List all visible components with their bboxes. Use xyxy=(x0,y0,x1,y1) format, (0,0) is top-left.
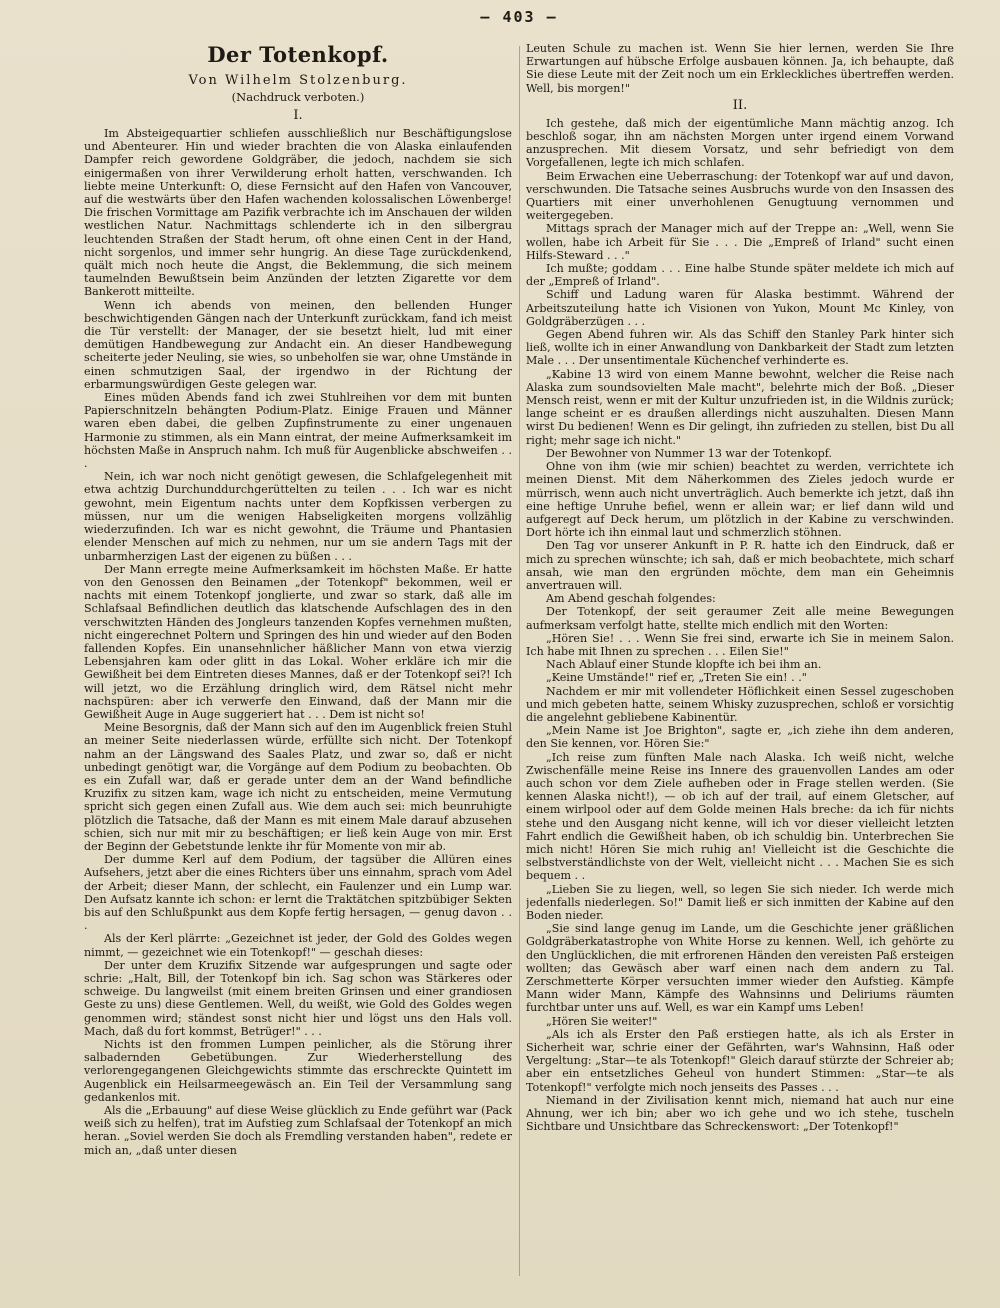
paragraph: „Keine Umstände!" rief er, „Treten Sie ein! . ." xyxy=(546,671,807,685)
left-column-text xyxy=(84,127,512,1157)
paragraph: Als der Kerl plärrte: „Gezeichnet ist jeder, der Gold des Goldes wegen nimmt, — gezeichnet wie ein Totenkopf!" — geschah dieses: xyxy=(84,932,512,959)
paragraph: „Hören Sie weiter!" xyxy=(546,1014,658,1028)
paragraph: „Ich reise zum fünften Male nach Alaska. Ich weiß nicht, welche Zwischenfälle meine Reise ins Innere des grauenvollen Landes am oder auch schon vor dem Ziele aufheben oder in Frage stellen werden. (Sie kennen Alaska nicht!), — ob ich auf der trail, auf einem Gletscher, auf einem wirlpool oder auf dem Golde meinen Hals breche: da ich für nichts stehe und den Ausgang nicht kenne, will ich vor dieser vielleicht letzten Fahrt endlich die Gewißheit haben, ob ich schuldig bin. Unterbrechen Sie mich nicht! Hören Sie mich ruhig an! Vielleicht ist die Geschichte die selbstverständlichste von der Welt, vielleicht nicht . . . Machen Sie es sich bequem . . xyxy=(526,750,954,883)
paragraph: Nein, ich war noch nicht genötigt gewesen, die Schlafgelegenheit mit etwa achtzig Durchunddurchgerüttelten zu teilen . . . Ich war es nicht gewohnt, mein Eigentum nachts unter dem Kopfkissen verbergen zu müssen, nur um die wenigen Habseligkeiten morgens vollzählig wiederzufinden. Ich war es nicht gewohnt, die Träume und Phantasien elender Menschen auf mich zu nehmen, nur um sie andern Tags mit der unbarmherzigen Last der eigenen zu büßen . . . xyxy=(84,470,512,563)
paragraph: Den Tag vor unserer Ankunft in P. R. hatte ich den Eindruck, daß er mich zu sprechen wünschte; ich sah, daß er mich beobachtete, mich scharf ansah, wie man den ergründen möchte, dem man ein Geheimnis anvertrauen will. xyxy=(526,539,954,592)
paragraph: Mittags sprach der Manager mich auf der Treppe an: „Well, wenn Sie wollen, habe ich Arbeit für Sie . . . Die „Empreß of Irland" sucht einen Hilfs-Steward . . ." xyxy=(526,222,954,262)
right-column-text xyxy=(526,117,954,1134)
paragraph: Der Mann erregte meine Aufmerksamkeit im höchsten Maße. Er hatte von den Genossen den Beinamen „der Totenkopf" bekommen, weil er nachts mit einem Totenkopf jonglierte, und zwar so stark, daß alle im Schlafsaal Befindlichen deutlich das klatschende Aufschlagen des in den verschwitzten Händen des Jongleurs tanzenden Kopfes vernehmen mußten, nicht eingerechnet Poltern und Springen des hin und wieder auf den Boden fallenden Kopfes. Ein unansehnlicher häßlicher Mann von etwa vierzig Lebensjahren kam oder glitt in das Lokal. Woher erkläre ich mir die Gewißheit bei dem Eintreten dieses Mannes, daß er der Totenkopf sei?! Ich will jetzt, wo die Erzählung dringlich wird, dem Rätsel nicht mehr nachspüren: aber ich verwerfe den Einwand, daß der Mann mir die Gewißheit Auge in Auge suggeriert hat . . . Dem ist nicht so! xyxy=(84,562,512,721)
paragraph: „Kabine 13 wird von einem Manne bewohnt, welcher die Reise nach Alaska zum soundsovielten Male macht", belehrte mich der Boß. „Dieser Mensch reist, wenn er mit der Kultur unzufrieden ist, in die Wildnis zurück; lange scheint er es draußen allerdings nicht auszuhalten. Diesen Mann wirst Du bedienen! Wenn es Dir gelingt, ihn zufrieden zu stellen, bist Du all right; mehr sage ich nicht." xyxy=(526,367,954,447)
paragraph: „Sie sind lange genug im Lande, um die Geschichte jener gräßlichen Goldgräberkatastrophe von White Horse zu kennen. Well, ich gehörte zu den Unglücklichen, die mit erfrorenen Händen den vereisten Paß ersteigen wollten; das Gewäsch aber warf einen nach dem andern zu Tal. Zerschmetterte Körper versuchten immer wieder den Aufstieg. Kämpfe Mann wider Mann, Kämpfe des Wahnsinns und Deliriums räumten furchtbar unter uns auf. Well, es war ein Kampf ums Leben! xyxy=(526,922,954,1015)
paragraph: Gegen Abend fuhren wir. Als das Schiff den Stanley Park hinter sich ließ, wollte ich in einer Anwandlung von Dankbarkeit der Stadt zum letzten Male . . . Der unsentimentale Küchenchef verhinderte es. xyxy=(526,328,954,368)
paragraph: Beim Erwachen eine Ueberraschung: der Totenkopf war auf und davon, verschwunden. Die Tatsache seines Ausbruchs wurde von den Insassen des Quartiers mit einer unverhohlenen Genugtuung vernommen und weitergegeben. xyxy=(526,169,954,223)
paragraph: Der unter dem Kruzifix Sitzende war aufgesprungen und sagte oder schrie: „Halt, Bill, der Totenkopf bin ich. Sag schon was Stärkeres oder schweige. Du langweilst (mit einem breiten Grinsen und einer grandiosen Geste zu uns) diese Gentlemen. Well, du weißt, wie Gold des Goldes wegen genommen wird; ständest sonst nicht hier und lögst uns den Hals voll. Mach, daß du fort kommst, Betrüger!" . . . xyxy=(84,958,512,1038)
paragraph: Eines müden Abends fand ich zwei Stuhlreihen vor dem mit bunten Papierschnitzeln behängten Podium-Platz. Einige Frauen und Männer waren eben dabei, die gelben Zupfinstrumente zu einer ungenauen Harmonie zu stimmen, als ein Mann eintrat, der meine Aufmerksamkeit im höchsten Maße in Anspruch nahm. Ich muß für Augenblicke abschweifen . . . xyxy=(84,391,512,471)
paragraph: „Hören Sie! . . . Wenn Sie frei sind, erwarte ich Sie in meinem Salon. Ich habe mit Ihnen zu sprechen . . . Eilen Sie!" xyxy=(526,631,954,658)
paragraph: Nach Ablauf einer Stunde klopfte ich bei ihm an. xyxy=(546,658,822,672)
columns xyxy=(84,42,954,1282)
page-number: — 403 — xyxy=(480,8,558,26)
right-column xyxy=(526,42,954,1282)
paragraph: Ohne von ihm (wie mir schien) beachtet zu werden, verrichtete ich meinen Dienst. Mit dem Näherkommen des Zieles jedoch wurde er mürrisch, wenn auch nicht unverträglich. Auch bemerkte ich jetzt, daß ihn eine heftige Unruhe befiel, wenn er allein war; er lief dann wild und aufgeregt auf Deck herum, um plötzlich in der Kabine zu verschwinden. Dort hörte ich ihn einmal laut und schmerzlich stöhnen. xyxy=(526,460,954,540)
paragraph: Der dumme Kerl auf dem Podium, der tagsüber die Allüren eines Aufsehers, jetzt aber die eines Richters über uns einnahm, sprach vom Adel der Arbeit; dieser Mann, der schlecht, ein Faulenzer und ein Lump war. Den Aufsatz kannte ich schon: er lernt die Traktätchen spitzbübiger Sekten bis auf den Schlußpunkt aus dem Kopfe fertig hersagen, — genug davon . . . xyxy=(84,853,512,933)
paragraph: „Mein Name ist Joe Brighton", sagte er, „ich ziehe ihn dem anderen, den Sie kennen, vor. Hören Sie:" xyxy=(526,724,954,751)
paragraph: Meine Besorgnis, daß der Mann sich auf den im Augenblick freien Stuhl an meiner Seite niederlassen würde, erfüllte sich nicht. Der Totenkopf nahm an der Längswand des Saales Platz, und zwar so, daß er nicht unbedingt genötigt war, die Vorgänge auf dem Podium zu beobachten. Ob es ein Zufall war, daß er gerade unter dem an der Wand befindliche Kruzifix zu sitzen kam, wage ich nicht zu entscheiden, meine Vermutung spricht sich gegen einen Zufall aus. Wie dem auch sei: mich beunruhigte plötzlich die Tatsache, daß der Mann es mit einem Male darauf abzusehen schien, sich nur mit mir zu beschäftigen; er ließ kein Auge von mir. Erst der Beginn der Gebetstunde lenkte ihr für Momente von mir ab. xyxy=(84,721,512,853)
reprint-note: (Nachdruck verboten.) xyxy=(231,90,365,104)
paragraph: Im Absteigequartier schliefen ausschließlich nur Beschäftigungslose und Abenteurer. Hin und wieder brachten die von Alaska einlaufenden Dampfer reich gewordene Goldgräber, die jedoch, nachdem sie sich einigermaßen von ihrer Verwilderung erholt hatten, verschwanden. Ich liebte meine Unterkunft: O, diese Fernsicht auf den Hafen von Vancouver, auf die westwärts über den Hafen wachenden kolossalischen Löwenberge! Die frischen Vormittage am Pazifik verbrachte ich im Anschauen der wilden westlichen Natur. Nachmittags schlenderte ich in den silbergrau leuchtenden Straßen der Stadt herum, oft ohne einen Cent in der Hand, nicht sorgenlos, und immer sehr hungrig. An diese Tage zurückdenkend, quält mich noch heute die Angst, die Beklemmung, die sich meinem taumelnden Bewußtsein beim Anzünden der letzten Zigarette vor dem Bankerott mitteilte. xyxy=(84,127,512,299)
paragraph: Nachdem er mir mit vollendeter Höflichkeit einen Sessel zugeschoben und mich gebeten hatte, seinem Whisky zuzusprechen, schloß er vorsichtig die angelehnt gebliebene Kabinentür. xyxy=(526,684,954,724)
paragraph: Niemand in der Zivilisation kennt mich, niemand hat auch nur eine Ahnung, wer ich bin; aber wo ich gehe und wo ich stehe, tuscheln Sichtbare und Unsichtbare das Schreckenswort: „Der Totenkopf!" xyxy=(526,1093,954,1134)
paragraph-continuation: Leuten Schule zu machen ist. Wenn Sie hier lernen, werden Sie Ihre Erwartungen auf hübsche Erfolge ausbauen können. Ja, ich behaupte, daß Sie diese Leute mit der Zeit noch um ein Erkleckliches übertreffen werden. Well, bis morgen!" xyxy=(526,42,954,95)
paragraph: Der Bewohner von Nummer 13 war der Totenkopf. xyxy=(546,446,832,460)
left-column xyxy=(84,42,512,1282)
paragraph: Am Abend geschah folgendes: xyxy=(546,592,716,606)
paragraph: Schiff und Ladung waren für Alaska bestimmt. Während der Arbeitszuteilung hatte ich Visionen von Yukon, Mount Mc Kinley, von Goldgräberzügen . . . xyxy=(526,288,954,328)
paragraph: Als die „Erbauung" auf diese Weise glücklich zu Ende geführt war (Pack weiß sich zu helfen), trat im Aufstieg zum Schlafsaal der Totenkopf an mich heran. „Soviel werden Sie doch als Fremdling verstanden haben", redete er mich an, „daß unter diesen xyxy=(84,1104,512,1157)
paragraph: Der Totenkopf, der seit geraumer Zeit alle meine Bewegungen aufmerksam verfolgt hatte, stellte mich endlich mit den Worten: xyxy=(526,605,954,632)
paragraph: „Als ich als Erster den Paß erstiegen hatte, als ich als Erster in Sicherheit war, schrie einer der Gefährten, war's Wahnsinn, Haß oder Vergeltung: „Star—te als Totenkopf!" Gleich darauf stürzte der Schreier ab; aber ein entsetzliches Geheul von hundert Stimmen: „Star—te als Totenkopf!" verfolgte mich noch jenseits des Passes . . . xyxy=(526,1027,954,1094)
article-title: Der Totenkopf. xyxy=(207,42,389,67)
paragraph: „Lieben Sie zu liegen, well, so legen Sie sich nieder. Ich werde mich jedenfalls niederlegen. So!" Damit ließ er sich inmitten der Kabine auf den Boden nieder. xyxy=(526,882,954,922)
paragraph: Ich mußte; goddam . . . Eine halbe Stunde später meldete ich mich auf der „Empreß of Irland". xyxy=(526,262,954,289)
column-divider xyxy=(519,46,520,1276)
paragraph: Nichts ist den frommen Lumpen peinlicher, als die Störung ihrer salbadernden Gebetübungen. Zur Wiederherstellung des verlorengegangenen Gleichgewichts stimmte das erschreckte Quintett im Augenblick ein Heilsarmeegewäsch an. Ein Teil der Versammlung sang gedankenlos mit. xyxy=(84,1038,512,1104)
paragraph: Wenn ich abends von meinen, den bellenden Hunger beschwichtigenden Gängen nach der Unterkunft zurückkam, fand ich meist die Tür verstellt: der Manager, der sie besetzt hielt, lud mit einer demütigen Handbewegung zur Andacht ein. An dieser Handbewegung scheiterte jeder Neuling, sie wies, so unbeholfen sie war, ohne Umstände in einen schmutzigen Saal, der irgendwo in der Richtung der erbarmungswürdigen Geste gelegen war. xyxy=(84,298,512,391)
paragraph: Ich gestehe, daß mich der eigentümliche Mann mächtig anzog. Ich beschloß sogar, ihn am nächsten Morgen unter irgend einem Vorwand anzusprechen. Mit diesem Vorsatz, und sehr befriedigt von dem Vorgefallenen, legte ich mich schlafen. xyxy=(526,116,954,170)
section-heading-1: I. xyxy=(293,108,303,123)
article-byline: Von Wilhelm Stolzenburg. xyxy=(188,73,408,88)
section-heading-2: II. xyxy=(732,97,748,113)
